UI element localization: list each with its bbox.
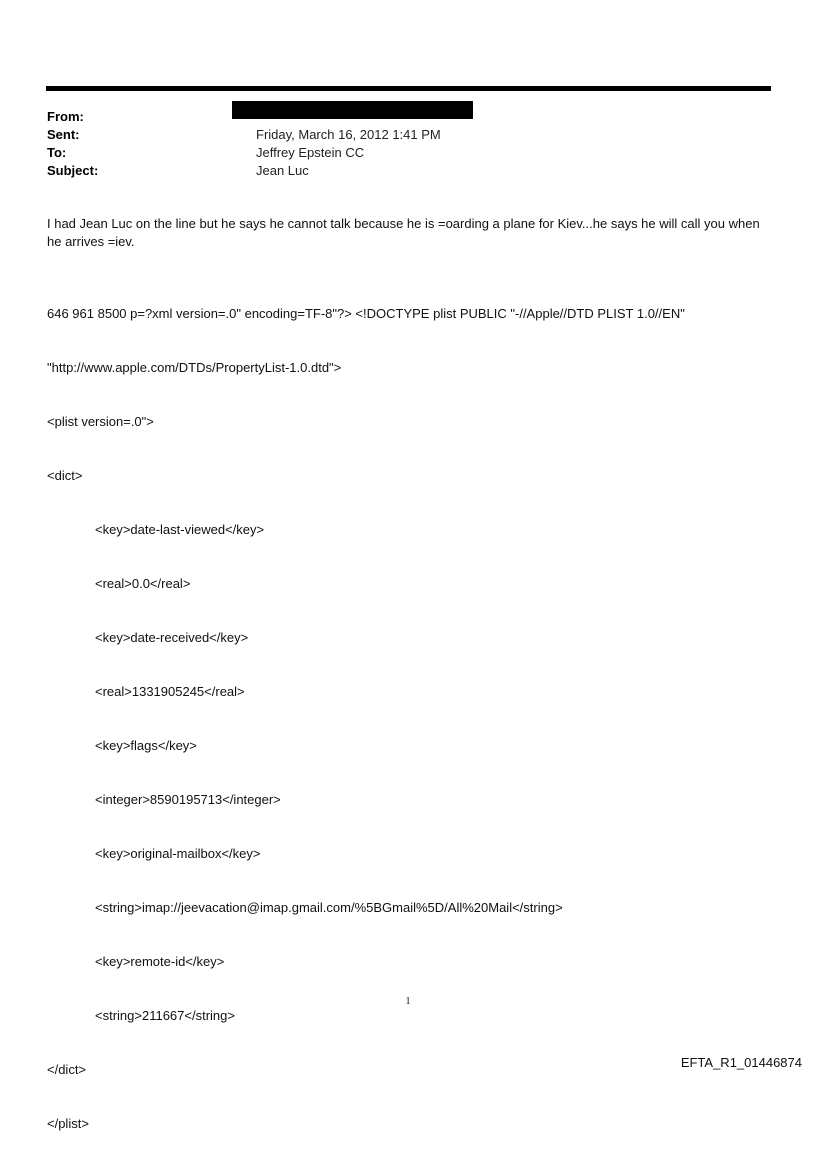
subject-value: Jean Luc [256, 163, 309, 178]
plist-line: <string>211667</string> [95, 1008, 235, 1023]
plist-line: </plist> [47, 1116, 89, 1131]
plist-line: <string>imap://jeevacation@imap.gmail.com/%5BGmail%5D/All%20Mail</string> [95, 900, 563, 915]
plist-line: 646 961 8500 p=?xml version=.0" encoding=TF-8"?> <!DOCTYPE plist PUBLIC "-//Apple//DTD PLIST 1.0//EN" [47, 306, 685, 321]
plist-line: <plist version=.0"> [47, 414, 154, 429]
from-row [47, 108, 747, 126]
email-body [47, 215, 767, 1169]
sent-row [47, 126, 747, 144]
plist-block [47, 269, 767, 1169]
from-label: From: [47, 109, 84, 124]
to-label: To: [47, 145, 67, 160]
plist-line: <key>remote-id</key> [95, 954, 225, 969]
plist-line: <integer>8590195713</integer> [95, 792, 281, 807]
plist-line: <key>date-last-viewed</key> [95, 522, 265, 537]
subject-label: Subject: [47, 163, 99, 178]
to-value: Jeffrey Epstein CC [256, 145, 365, 160]
header-divider [46, 86, 771, 91]
page-number: 1 [405, 996, 411, 1007]
sent-label: Sent: [47, 127, 80, 142]
plist-line: <dict> [47, 468, 83, 483]
plist-line: </dict> [47, 1062, 87, 1077]
plist-line: <real>1331905245</real> [95, 684, 245, 699]
plist-line: <key>flags</key> [95, 738, 197, 753]
email-header [47, 108, 747, 180]
plist-line: <real>0.0</real> [95, 576, 191, 591]
subject-row [47, 162, 747, 180]
plist-line: <key>original-mailbox</key> [95, 846, 261, 861]
body-paragraph: I had Jean Luc on the line but he says he cannot talk because he is =oarding a plane for Kiev...he says he will call you when he arrives =iev. [47, 216, 764, 249]
plist-line: "http://www.apple.com/DTDs/PropertyList-1.0.dtd"> [47, 360, 342, 375]
document-id: EFTA_R1_01446874 [680, 1055, 802, 1070]
to-row [47, 144, 747, 162]
sent-value: Friday, March 16, 2012 1:41 PM [256, 127, 441, 142]
plist-line: <key>date-received</key> [95, 630, 249, 645]
